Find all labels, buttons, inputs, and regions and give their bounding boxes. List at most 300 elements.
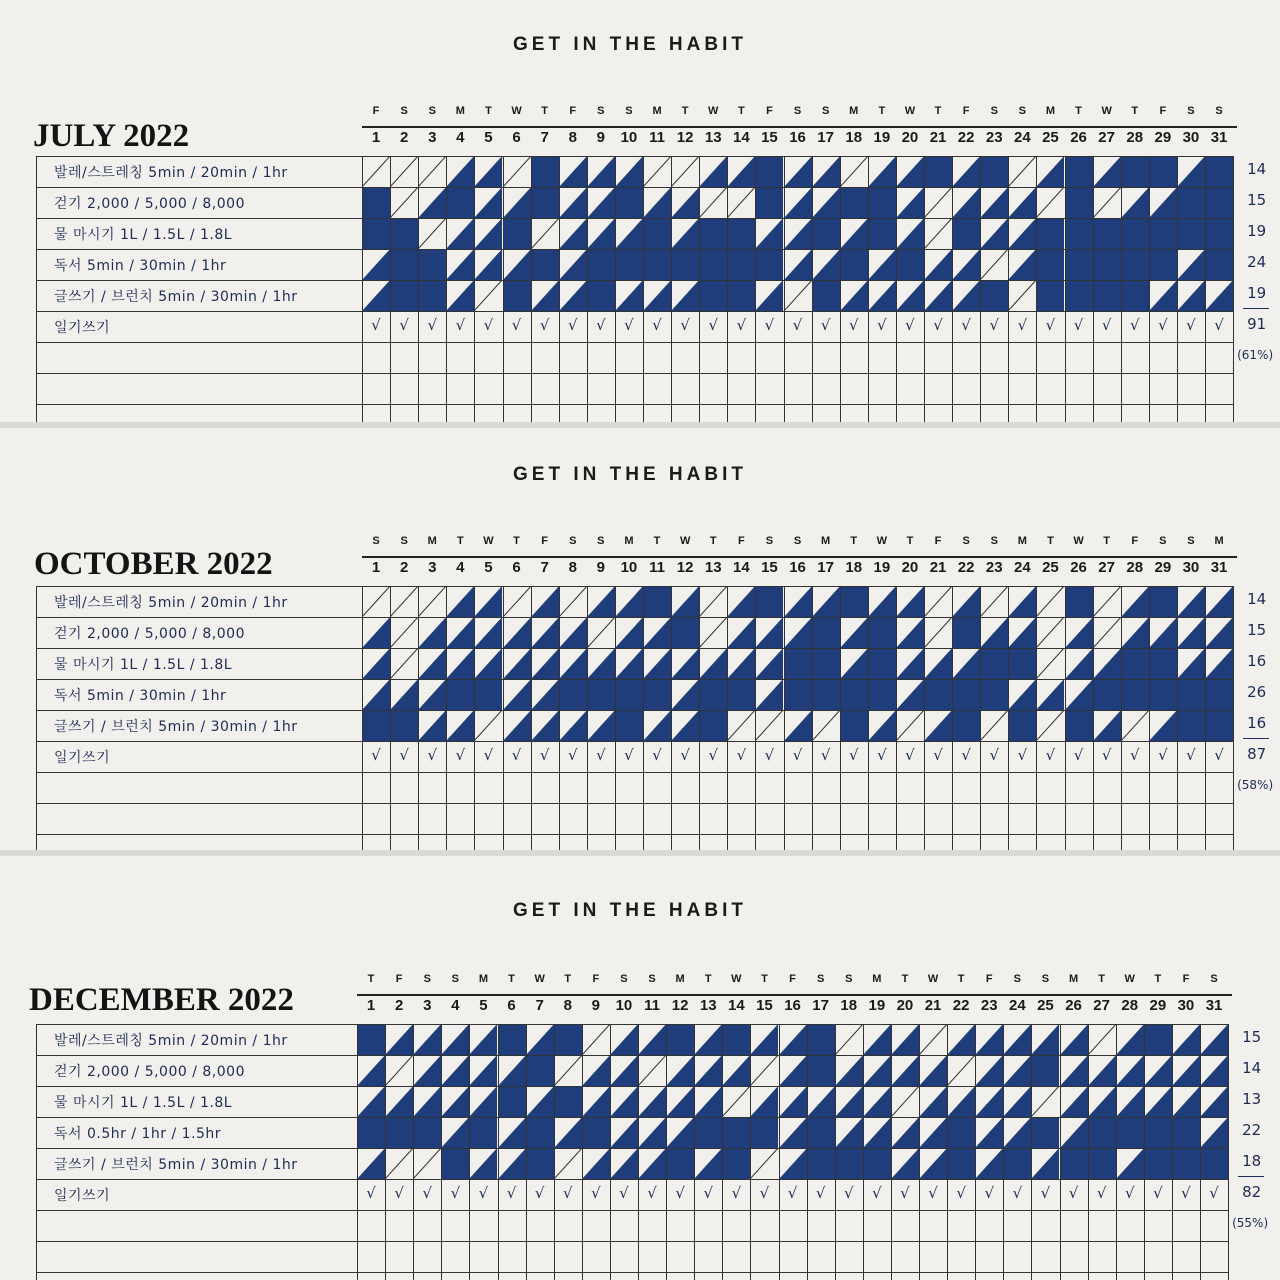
weekday-label: T bbox=[709, 535, 717, 547]
cell-full bbox=[784, 679, 812, 710]
cell-full bbox=[835, 1148, 863, 1179]
cell-half bbox=[779, 1117, 807, 1148]
cell-full bbox=[498, 1086, 526, 1117]
cell-half bbox=[694, 1148, 722, 1179]
grid-line-v bbox=[559, 156, 560, 422]
cell-full bbox=[1172, 1117, 1200, 1148]
check-mark: √ bbox=[534, 1184, 545, 1202]
cell-half bbox=[559, 187, 587, 218]
day-number: 27 bbox=[1098, 129, 1115, 146]
day-number: 3 bbox=[423, 997, 432, 1014]
cell-half bbox=[559, 710, 587, 741]
habit-label: 물 마시기 1L / 1.5L / 1.8L bbox=[54, 1095, 233, 1111]
cell-half bbox=[755, 648, 783, 679]
cell-half bbox=[896, 648, 924, 679]
check-mark: √ bbox=[619, 1184, 629, 1202]
grid-line-h bbox=[36, 1024, 1228, 1025]
cell-half bbox=[446, 218, 474, 249]
check-mark: √ bbox=[989, 316, 1000, 334]
grid-line-v bbox=[1200, 1024, 1201, 1280]
day-number: 22 bbox=[952, 997, 970, 1014]
cell-half bbox=[779, 1055, 807, 1086]
day-number: 9 bbox=[596, 559, 606, 576]
cell-half bbox=[694, 1024, 722, 1055]
grid-line-v bbox=[779, 1024, 780, 1280]
cell-full bbox=[952, 218, 980, 249]
cell-full bbox=[526, 1055, 554, 1086]
cell-half bbox=[385, 1086, 413, 1117]
cell-half bbox=[446, 249, 474, 280]
habit-label: 일기쓰기 bbox=[54, 320, 111, 336]
grid-line-v bbox=[1144, 1024, 1145, 1280]
cell-full bbox=[727, 249, 755, 280]
weekday-label: T bbox=[1131, 105, 1139, 117]
day-number: 6 bbox=[507, 997, 516, 1014]
cell-half bbox=[615, 586, 643, 617]
weekday-label: S bbox=[372, 535, 380, 547]
cell-empty bbox=[699, 187, 727, 218]
cell-half bbox=[503, 648, 531, 679]
cell-full bbox=[1177, 218, 1205, 249]
cell-full bbox=[980, 156, 1008, 187]
cell-full bbox=[952, 710, 980, 741]
cell-full bbox=[1200, 1148, 1228, 1179]
habit-total: 14 bbox=[1247, 160, 1267, 178]
cell-full bbox=[666, 1024, 694, 1055]
cell-empty bbox=[1036, 617, 1064, 648]
cell-empty bbox=[1036, 586, 1064, 617]
cell-empty bbox=[699, 586, 727, 617]
weekday-label: F bbox=[1182, 973, 1190, 985]
check-mark: √ bbox=[1045, 316, 1056, 334]
cell-half bbox=[474, 187, 502, 218]
habit-label: 글쓰기 / 브런치 5min / 30min / 1hr bbox=[54, 289, 298, 305]
cell-half bbox=[671, 648, 699, 679]
habit-total: 14 bbox=[1242, 1059, 1262, 1077]
grid-line-v bbox=[784, 156, 785, 422]
cell-empty bbox=[1036, 648, 1064, 679]
cell-half bbox=[671, 710, 699, 741]
day-number: 31 bbox=[1210, 129, 1228, 146]
cell-half bbox=[727, 156, 755, 187]
cell-half bbox=[362, 617, 390, 648]
habit-label: 일기쓰기 bbox=[54, 1188, 111, 1204]
grid-line-h bbox=[36, 772, 1233, 773]
cell-half bbox=[446, 280, 474, 311]
grid-line-v bbox=[1008, 586, 1009, 850]
cell-half bbox=[727, 648, 755, 679]
grid-line-v bbox=[1036, 586, 1037, 850]
day-number: 2 bbox=[394, 997, 404, 1014]
day-number: 30 bbox=[1182, 559, 1200, 576]
cell-half bbox=[1093, 156, 1121, 187]
habit-total: 22 bbox=[1242, 1121, 1262, 1139]
cell-full bbox=[1036, 280, 1064, 311]
grid-line-v bbox=[671, 156, 672, 422]
cell-half bbox=[531, 710, 559, 741]
cell-full bbox=[1149, 218, 1177, 249]
cell-half bbox=[441, 1024, 469, 1055]
cell-empty bbox=[1088, 1024, 1116, 1055]
cell-full bbox=[671, 249, 699, 280]
cell-half bbox=[469, 1086, 497, 1117]
grid-line-v bbox=[868, 156, 869, 422]
cell-full bbox=[896, 249, 924, 280]
check-mark: √ bbox=[820, 746, 831, 764]
check-mark: √ bbox=[1181, 1184, 1191, 1202]
cell-half bbox=[750, 1024, 778, 1055]
grid-line-v bbox=[896, 156, 897, 422]
cell-full bbox=[868, 617, 896, 648]
grid-line-h bbox=[36, 1148, 1228, 1149]
cell-full bbox=[643, 218, 671, 249]
cell-half bbox=[666, 1055, 694, 1086]
cell-half bbox=[418, 648, 446, 679]
grid-line-v bbox=[357, 1024, 358, 1280]
cell-half bbox=[1149, 710, 1177, 741]
day-number: 30 bbox=[1182, 129, 1200, 146]
cell-full bbox=[868, 648, 896, 679]
cell-empty bbox=[1008, 280, 1036, 311]
grid-line-v bbox=[526, 1024, 527, 1280]
cell-half bbox=[868, 156, 896, 187]
heading: GET IN THE HABIT bbox=[513, 900, 747, 921]
weekday-label: T bbox=[761, 973, 768, 985]
grid-line-h bbox=[36, 1055, 1228, 1056]
cell-half bbox=[896, 679, 924, 710]
cell-half bbox=[975, 1024, 1003, 1055]
cell-full bbox=[362, 187, 390, 218]
weekday-label: S bbox=[793, 535, 802, 547]
cell-full bbox=[615, 679, 643, 710]
cell-full bbox=[812, 280, 840, 311]
cell-full bbox=[924, 679, 952, 710]
cell-half bbox=[474, 249, 502, 280]
cell-half bbox=[807, 1086, 835, 1117]
cell-full bbox=[722, 1024, 750, 1055]
cell-half bbox=[952, 187, 980, 218]
weekday-label: S bbox=[1013, 973, 1022, 985]
check-mark: √ bbox=[792, 316, 803, 334]
cell-half bbox=[1008, 617, 1036, 648]
cell-empty bbox=[980, 249, 1008, 280]
cell-empty bbox=[891, 1086, 919, 1117]
cell-half bbox=[1116, 1024, 1144, 1055]
day-number: 25 bbox=[1042, 129, 1059, 146]
cell-full bbox=[1121, 648, 1149, 679]
check-mark: √ bbox=[1214, 316, 1224, 334]
check-mark: √ bbox=[848, 316, 859, 334]
cell-empty bbox=[418, 586, 446, 617]
weekday-label: F bbox=[395, 973, 403, 985]
check-mark: √ bbox=[371, 746, 381, 764]
cell-empty bbox=[385, 1148, 413, 1179]
cell-full bbox=[1008, 710, 1036, 741]
grid-line-v bbox=[362, 586, 363, 850]
cell-half bbox=[357, 1055, 385, 1086]
cell-full bbox=[503, 280, 531, 311]
cell-half bbox=[975, 1086, 1003, 1117]
weekday-label: M bbox=[624, 535, 634, 547]
grid-line-v bbox=[1116, 1024, 1117, 1280]
cell-half bbox=[1008, 218, 1036, 249]
cell-half bbox=[1060, 1055, 1088, 1086]
day-number: 18 bbox=[840, 997, 858, 1014]
cell-half bbox=[863, 1117, 891, 1148]
habit-label: 걷기 2,000 / 5,000 / 8,000 bbox=[54, 1064, 245, 1080]
day-number: 1 bbox=[371, 559, 381, 576]
grid-line-v bbox=[1008, 156, 1009, 422]
habit-label: 발레/스트레칭 5min / 20min / 1hr bbox=[54, 165, 288, 181]
weekday-label: S bbox=[400, 535, 408, 547]
grid-line-v bbox=[1003, 1024, 1004, 1280]
cell-half bbox=[1177, 586, 1205, 617]
weekday-label: S bbox=[990, 535, 998, 547]
weekday-label: S bbox=[1210, 973, 1218, 985]
cell-empty bbox=[582, 1024, 610, 1055]
habit-label: 걷기 2,000 / 5,000 / 8,000 bbox=[54, 626, 245, 642]
cell-empty bbox=[980, 586, 1008, 617]
cell-empty bbox=[1093, 586, 1121, 617]
cell-half bbox=[1065, 648, 1093, 679]
cell-empty bbox=[362, 156, 390, 187]
cell-empty bbox=[390, 648, 418, 679]
cell-full bbox=[1121, 218, 1149, 249]
cell-full bbox=[390, 710, 418, 741]
cell-full bbox=[699, 710, 727, 741]
grid-line-v bbox=[924, 156, 925, 422]
check-mark: √ bbox=[708, 316, 719, 334]
weekday-label: W bbox=[708, 105, 719, 117]
grid-line-v bbox=[615, 156, 616, 422]
cell-half bbox=[587, 218, 615, 249]
check-mark: √ bbox=[1129, 746, 1140, 764]
grid-line-v bbox=[587, 586, 588, 850]
cell-half bbox=[1031, 1148, 1059, 1179]
cell-empty bbox=[671, 156, 699, 187]
cell-half bbox=[947, 1024, 975, 1055]
weekday-label: W bbox=[511, 105, 522, 117]
cell-full bbox=[840, 187, 868, 218]
weekday-label: T bbox=[681, 105, 689, 117]
day-number: 12 bbox=[676, 559, 694, 576]
cell-full bbox=[1121, 679, 1149, 710]
day-number: 26 bbox=[1070, 559, 1087, 576]
cell-full bbox=[1149, 249, 1177, 280]
check-mark: √ bbox=[1153, 1184, 1163, 1202]
cell-full bbox=[643, 249, 671, 280]
cell-half bbox=[1172, 1055, 1200, 1086]
grid-line-v bbox=[727, 156, 728, 422]
cell-full bbox=[1149, 648, 1177, 679]
grid-line-v bbox=[1093, 586, 1094, 850]
weekday-label: T bbox=[1098, 973, 1105, 985]
day-number: 13 bbox=[704, 559, 722, 576]
cell-half bbox=[615, 218, 643, 249]
grid-line-v bbox=[559, 586, 560, 850]
cell-half bbox=[1060, 1024, 1088, 1055]
cell-half bbox=[784, 586, 812, 617]
cell-full bbox=[503, 218, 531, 249]
cell-half bbox=[1116, 1055, 1144, 1086]
cell-half bbox=[896, 218, 924, 249]
day-number: 22 bbox=[957, 559, 975, 576]
day-number: 23 bbox=[985, 559, 1003, 576]
cell-half bbox=[952, 249, 980, 280]
cell-full bbox=[694, 1117, 722, 1148]
day-number: 26 bbox=[1065, 997, 1082, 1014]
grid-line-h bbox=[36, 187, 1233, 188]
cell-full bbox=[807, 1024, 835, 1055]
cell-full bbox=[554, 1024, 582, 1055]
cell-full bbox=[441, 1148, 469, 1179]
cell-half bbox=[587, 710, 615, 741]
cell-full bbox=[1121, 156, 1149, 187]
habit-label: 걷기 2,000 / 5,000 / 8,000 bbox=[54, 196, 245, 212]
cell-half bbox=[1205, 617, 1233, 648]
cell-half bbox=[638, 1086, 666, 1117]
cell-half bbox=[952, 648, 980, 679]
cell-half bbox=[587, 586, 615, 617]
habit-total: 13 bbox=[1242, 1090, 1262, 1108]
check-mark: √ bbox=[792, 746, 803, 764]
cell-empty bbox=[980, 710, 1008, 741]
cell-half bbox=[947, 1086, 975, 1117]
day-number: 18 bbox=[845, 559, 863, 576]
cell-full bbox=[587, 679, 615, 710]
cell-half bbox=[1177, 280, 1205, 311]
grid-line-v bbox=[924, 586, 925, 850]
cell-empty bbox=[812, 710, 840, 741]
weekday-label: S bbox=[1041, 973, 1050, 985]
cell-half bbox=[896, 280, 924, 311]
grid-line-v bbox=[1121, 586, 1122, 850]
cell-full bbox=[1205, 156, 1233, 187]
cell-half bbox=[615, 617, 643, 648]
cell-full bbox=[812, 679, 840, 710]
grid-line-v bbox=[1093, 156, 1094, 422]
cell-half bbox=[643, 617, 671, 648]
cell-full bbox=[413, 1117, 441, 1148]
grid-line-v bbox=[755, 156, 756, 422]
habit-label: 발레/스트레칭 5min / 20min / 1hr bbox=[54, 1033, 288, 1049]
check-mark: √ bbox=[366, 1184, 376, 1202]
cell-half bbox=[1200, 1055, 1228, 1086]
cell-half bbox=[784, 187, 812, 218]
cell-half bbox=[474, 218, 502, 249]
check-mark: √ bbox=[905, 746, 915, 764]
weekday-label: W bbox=[1124, 973, 1135, 985]
weekday-label: T bbox=[1047, 535, 1054, 547]
check-mark: √ bbox=[483, 316, 494, 334]
weekday-label: S bbox=[648, 973, 656, 985]
check-mark: √ bbox=[427, 746, 438, 764]
day-number: 23 bbox=[985, 129, 1003, 146]
cell-half bbox=[694, 1086, 722, 1117]
day-number: 20 bbox=[901, 559, 919, 576]
day-number: 15 bbox=[761, 129, 778, 146]
cell-empty bbox=[554, 1148, 582, 1179]
cell-full bbox=[947, 1117, 975, 1148]
cell-full bbox=[1205, 187, 1233, 218]
cell-half bbox=[1200, 1086, 1228, 1117]
check-mark: √ bbox=[511, 746, 522, 764]
header-rule bbox=[357, 994, 1232, 996]
weekday-label: T bbox=[906, 535, 914, 547]
cell-full bbox=[1065, 586, 1093, 617]
cell-half bbox=[835, 1117, 863, 1148]
weekday-label: W bbox=[534, 973, 545, 985]
check-mark: √ bbox=[1073, 746, 1084, 764]
weekday-label: M bbox=[652, 105, 662, 117]
day-number: 13 bbox=[704, 129, 722, 146]
cell-half bbox=[559, 218, 587, 249]
cell-full bbox=[1065, 280, 1093, 311]
check-mark: √ bbox=[815, 1184, 826, 1202]
weekday-label: W bbox=[679, 535, 691, 547]
check-mark: √ bbox=[961, 746, 971, 764]
habit-label: 글쓰기 / 브런치 5min / 30min / 1hr bbox=[54, 1157, 298, 1173]
weekday-label: T bbox=[564, 973, 572, 985]
weekday-label: T bbox=[485, 105, 492, 117]
weekday-label: S bbox=[428, 105, 436, 117]
day-number: 1 bbox=[371, 129, 381, 146]
cell-full bbox=[1065, 156, 1093, 187]
weekday-label: W bbox=[1101, 105, 1112, 117]
month-title: JULY 2022 bbox=[33, 118, 190, 154]
cell-half bbox=[1177, 156, 1205, 187]
cell-full bbox=[1031, 1117, 1059, 1148]
weekday-label: W bbox=[1073, 535, 1084, 547]
cell-half bbox=[896, 187, 924, 218]
cell-half bbox=[919, 1086, 947, 1117]
grid-line-v bbox=[643, 586, 644, 850]
cell-half bbox=[643, 648, 671, 679]
cell-half bbox=[559, 156, 587, 187]
cell-half bbox=[896, 586, 924, 617]
cell-empty bbox=[1093, 187, 1121, 218]
day-number: 2 bbox=[399, 559, 409, 576]
cell-full bbox=[615, 710, 643, 741]
grid-line-v bbox=[503, 156, 504, 422]
check-mark: √ bbox=[1017, 746, 1028, 764]
cell-full bbox=[1172, 1148, 1200, 1179]
cell-half bbox=[1065, 679, 1093, 710]
weekday-label: W bbox=[731, 973, 742, 985]
grid-line-v bbox=[840, 586, 841, 850]
cell-full bbox=[418, 249, 446, 280]
cell-full bbox=[1177, 710, 1205, 741]
grid-line-v bbox=[699, 586, 700, 850]
weekday-label: S bbox=[1018, 105, 1027, 117]
check-mark: √ bbox=[961, 316, 971, 334]
cell-full bbox=[418, 280, 446, 311]
weekday-label: S bbox=[451, 973, 460, 985]
check-mark: √ bbox=[703, 1184, 714, 1202]
check-mark: √ bbox=[764, 746, 775, 764]
cell-half bbox=[835, 1055, 863, 1086]
grid-line-v bbox=[554, 1024, 555, 1280]
weekday-label: W bbox=[904, 105, 916, 117]
cell-half bbox=[924, 648, 952, 679]
cell-half bbox=[891, 1024, 919, 1055]
cell-half bbox=[924, 249, 952, 280]
cell-half bbox=[638, 1148, 666, 1179]
grid-line-h bbox=[36, 342, 1233, 343]
cell-half bbox=[1121, 187, 1149, 218]
cell-half bbox=[755, 679, 783, 710]
weekday-label: M bbox=[478, 973, 489, 985]
